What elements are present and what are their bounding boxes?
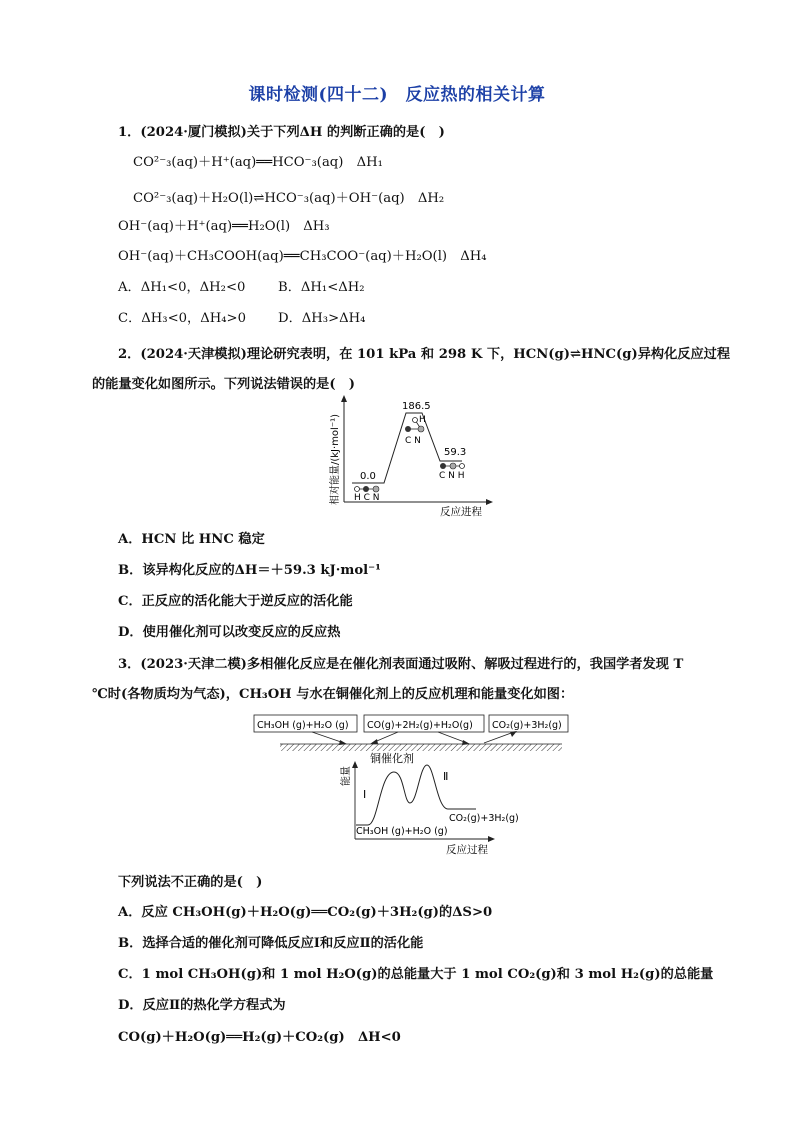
atom-h-right <box>460 464 465 469</box>
q3-prompt: 下列说法不正确的是( ) <box>118 875 263 890</box>
catalyst-surface <box>280 744 562 751</box>
x-axis-arrow <box>486 499 493 505</box>
q3-stem-line1: 3．(2023·天津二模)多相催化反应是在催化剂表面通过吸附、解吸过程进行的，我国学者发现 T <box>118 657 684 672</box>
q2-stem-line2: 的能量变化如图所示。下列说法错误的是( ) <box>92 377 356 392</box>
box-reactants-label: CH₃OH (g)+H₂O (g) <box>257 720 349 731</box>
q1-option-d: D．ΔH₃>ΔH₄ <box>278 311 366 326</box>
q1-option-c: C．ΔH₃<0，ΔH₄>0 <box>118 311 246 326</box>
q3-option-b: B．选择合适的催化剂可降低反应Ⅰ和反应Ⅱ的活化能 <box>118 936 424 951</box>
x-axis-label: 反应进程 <box>440 506 482 518</box>
q1-equation-3: OH⁻(aq)＋H⁺(aq)══H₂O(l) ΔH₃ <box>118 219 330 234</box>
q2-option-b: B．该异构化反应的ΔH＝＋59.3 kJ·mol⁻¹ <box>118 563 381 578</box>
atom-n-ts <box>418 426 424 432</box>
q3-option-a: A．反应 CH₃OH(g)＋H₂O(g)══CO₂(g)＋3H₂(g)的ΔS>0 <box>118 905 493 920</box>
q1-equation-4: OH⁻(aq)＋CH₃COOH(aq)══CH₃COO⁻(aq)＋H₂O(l) ΔH₄ <box>118 249 487 264</box>
atom-n-left <box>373 486 379 492</box>
q2-energy-diagram <box>320 393 500 523</box>
atoms-left-label: H C N <box>354 493 380 503</box>
atom-c-right <box>440 463 446 469</box>
atoms-ts-top-label: H <box>419 415 426 425</box>
q2-option-d: D．使用催化剂可以改变反应的反应热 <box>118 625 341 640</box>
q3-x-axis-label: 反应过程 <box>446 844 488 856</box>
curve-start-label: CH₃OH (g)+H₂O (g) <box>356 826 448 837</box>
q1-option-a: A．ΔH₁<0，ΔH₂<0 <box>118 280 246 295</box>
atoms-ts-bottom-label: C N <box>405 436 421 446</box>
q3-y-axis-label: 能量 <box>341 766 352 786</box>
curve-end-label: CO₂(g)+3H₂(g) <box>449 813 519 824</box>
q2-option-c: C．正反应的活化能大于逆反应的活化能 <box>118 594 353 609</box>
q3-option-c: C．1 mol CH₃OH(g)和 1 mol H₂O(g)的总能量大于 1 mol CO₂(g)和 3 mol H₂(g)的总能量 <box>118 967 714 982</box>
q1-option-b: B．ΔH₁<ΔH₂ <box>278 280 365 295</box>
atom-c-left <box>363 486 369 492</box>
q2-option-a: A．HCN 比 HNC 稳定 <box>118 532 265 547</box>
y-axis-arrow <box>341 395 347 402</box>
q1-equation-1: CO²⁻₃(aq)＋H⁺(aq)══HCO⁻₃(aq) ΔH₁ <box>133 155 383 170</box>
energy-value-0: 0.0 <box>360 471 376 482</box>
q2-stem-line1: 2．(2024·天津模拟)理论研究表明，在 101 kPa 和 298 K 下，HCN(g)⇌HNC(g)异构化反应过程 <box>118 347 731 362</box>
page-title: 课时检测(四十二) 反应热的相关计算 <box>248 85 546 105</box>
roman-one-label: Ⅰ <box>363 788 367 801</box>
box-intermediate-label: CO(g)+2H₂(g)+H₂O(g) <box>367 720 473 731</box>
atom-h-left <box>355 487 360 492</box>
atom-c-ts <box>405 426 411 432</box>
box-products-label: CO₂(g)+3H₂(g) <box>492 720 562 731</box>
y-axis-label: 相对能量/(kJ·mol⁻¹) <box>330 413 341 505</box>
q3-option-d: D．反应Ⅱ的热化学方程式为 <box>118 998 286 1013</box>
energy-value-186: 186.5 <box>402 401 431 412</box>
atom-h-ts <box>413 418 418 423</box>
energy-value-59: 59.3 <box>444 447 467 458</box>
q3-option-d-equation: CO(g)＋H₂O(g)══H₂(g)＋CO₂(g) ΔH<0 <box>118 1030 401 1045</box>
q3-mechanism-diagram <box>252 712 572 862</box>
atoms-right-label: C N H <box>439 471 465 481</box>
catalyst-label: 铜催化剂 <box>370 752 414 765</box>
q1-equation-2: CO²⁻₃(aq)＋H₂O(l)⇌HCO⁻₃(aq)＋OH⁻(aq) ΔH₂ <box>133 191 445 206</box>
q3-stem-line2: ℃时(各物质均为气态)，CH₃OH 与水在铜催化剂上的反应机理和能量变化如图： <box>92 687 574 702</box>
atom-n-right <box>450 463 456 469</box>
q1-stem: 1．(2024·厦门模拟)关于下列ΔH 的判断正确的是( ) <box>118 125 445 140</box>
roman-two-label: Ⅱ <box>443 770 449 783</box>
